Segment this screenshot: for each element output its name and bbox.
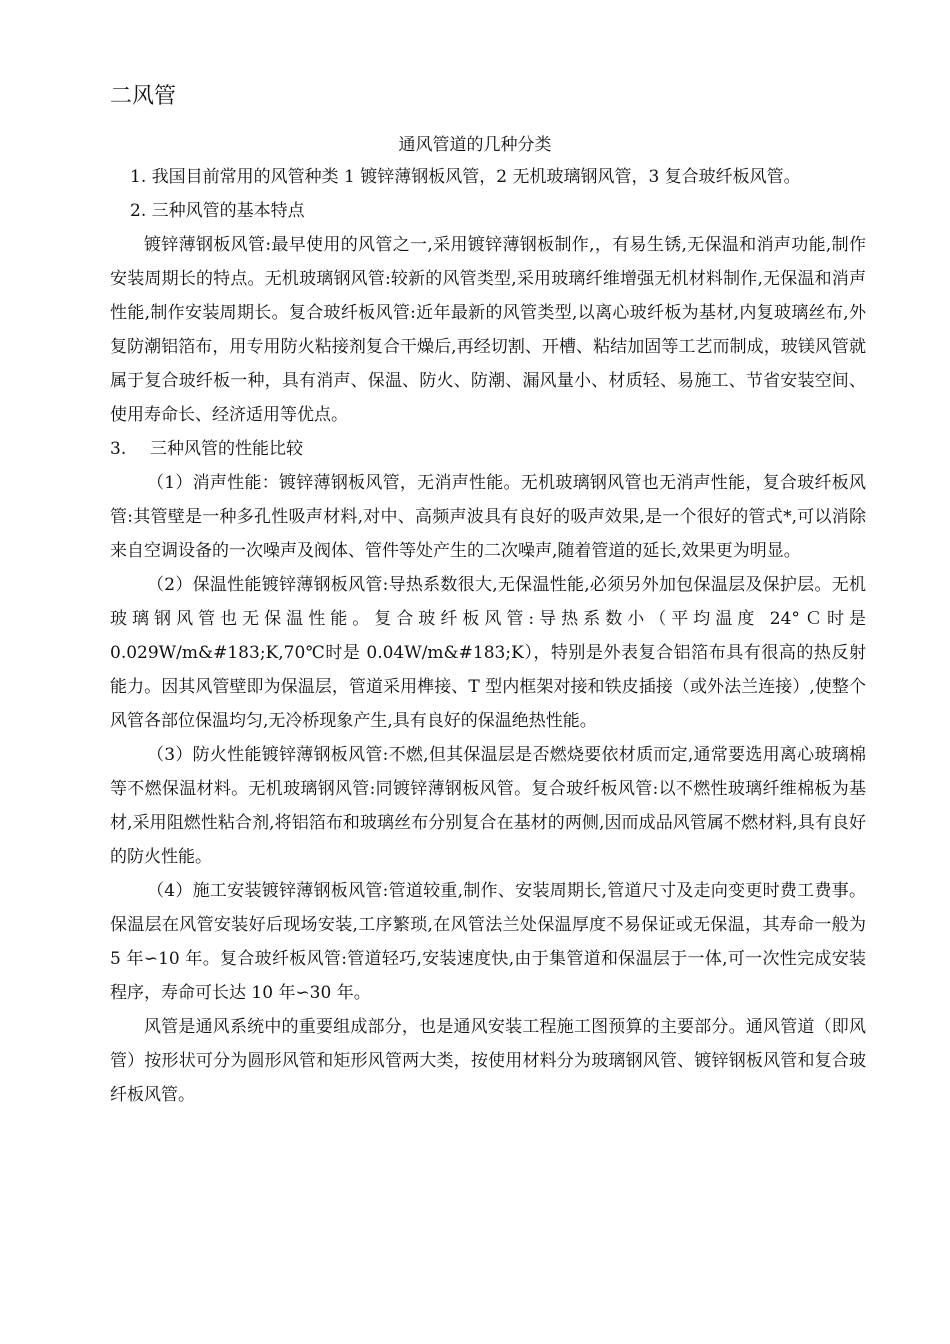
paragraph-thermal-performance: （2）保温性能镀锌薄钢板风管:导热系数很大,无保温性能,必须另外加包保温层及保护层。无机玻璃钢风管也无保温性能。复合玻纤板风管:导热系数小（平均温度 24°Ｃ时是 0.029W/m&#183;K,70℃时是 0.04W/m&#183;K），特别是外表复合铝箔布具有很高的热反射能力。因其风管壁即为保温层，管道采用榫接、T 型内框架对接和铁皮插接（或外法兰连接）,使整个风管各部位保温均匀,无冷桥现象产生,具有良好的保温绝热性能。 [110,575,866,731]
list-item-duct-types: 1. 我国目前常用的风管种类 1 镀锌薄钢板风管，2 无机玻璃钢风管，3 复合玻纤板风管。 [130,167,801,187]
list-item-performance-comparison [110,432,866,466]
paragraph-noise-performance: （1）消声性能：镀锌薄钢板风管，无消声性能。无机玻璃钢风管也无消声性能，复合玻纤板风管:其管壁是一种多孔性吸声材料,对中、高频声波具有良好的吸声效果,是一个很好的管式*,可以消除来自空调设备的一次噪声及阀体、管件等处产生的二次噪声,随着管道的延长,效果更为明显。 [110,473,866,561]
list-item-label: 三种风管的性能比较 [150,439,303,459]
paragraph-installation: （4）施工安装镀锌薄钢板风管:管道较重,制作、安装周期长,管道尺寸及走向变更时费工费事。保温层在风管安装好后现场安装,工序繁琐,在风管法兰处保温厚度不易保证或无保温，其寿命一般为 5 年∽10 年。复合玻纤板风管:管道轻巧,安装速度快,由于集管道和保温层于一体,可一次性完成安装程序，寿命可长达 10 年∽30 年。 [110,881,866,1003]
document-body [110,160,866,1112]
paragraph-summary: 风管是通风系统中的重要组成部分，也是通风安装工程施工图预算的主要部分。通风管道（即风管）按形状可分为圆形风管和矩形风管两大类，按使用材料分为玻璃钢风管、镀锌钢板风管和复合玻纤板风管。 [110,1017,866,1105]
section-heading: 二风管 [110,84,177,109]
document-subtitle: 通风管道的几种分类 [398,135,552,155]
paragraph-fire-performance: （3）防火性能镀锌薄钢板风管:不燃,但其保温层是否燃烧要依材质而定,通常要选用离心玻璃棉等不燃保温材料。无机玻璃钢风管:同镀锌薄钢板风管。复合玻纤板风管:以不燃性玻璃纤维棉板为基材,采用阻燃性粘合剂,将铝箔布和玻璃丝布分别复合在基材的两侧,因而成品风管属不燃材料,具有良好的防火性能。 [110,745,866,867]
list-item-basic-features: 2. 三种风管的基本特点 [130,201,305,221]
list-item-number: 3. [110,439,127,459]
paragraph-basic-features: 镀锌薄钢板风管:最早使用的风管之一,采用镀锌薄钢板制作,，有易生锈,无保温和消声功能,制作安装周期长的特点。无机玻璃钢风管:较新的风管类型,采用玻璃纤维增强无机材料制作,无保温和消声性能,制作安装周期长。复合玻纤板风管:近年最新的风管类型,以离心玻纤板为基材,内复玻璃丝布,外复防潮铝箔布，用专用防火粘接剂复合干燥后,再经切割、开槽、粘结加固等工艺而制成，玻镁风管就属于复合玻纤板一种，具有消声、保温、防火、防潮、漏风量小、材质轻、易施工、节省安装空间、使用寿命长、经济适用等优点。 [110,235,866,425]
